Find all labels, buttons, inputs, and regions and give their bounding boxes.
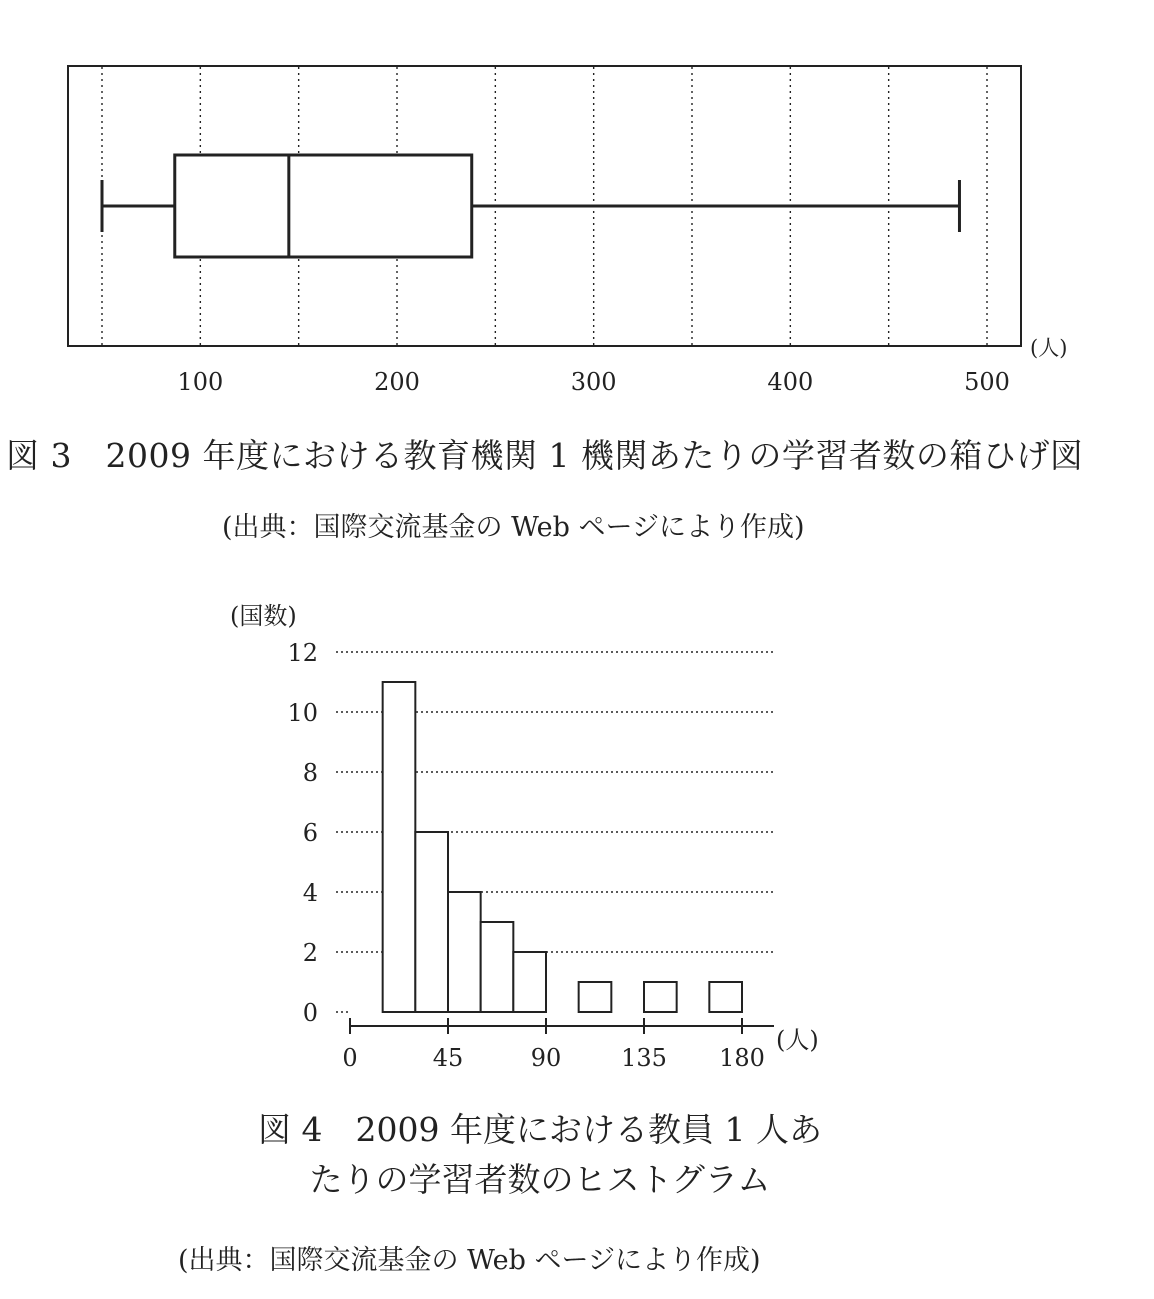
- histogram-bar: [709, 982, 742, 1012]
- boxplot-tick-label: 500: [964, 368, 1010, 396]
- boxplot-tick-label: 300: [570, 368, 617, 396]
- histogram-bar: [579, 982, 612, 1012]
- boxplot-x-unit: (人): [1030, 336, 1068, 360]
- histogram-bar: [644, 982, 677, 1012]
- histogram-y-tick-label: 4: [302, 879, 318, 907]
- histogram-bar: [415, 832, 448, 1012]
- histogram-x-tick-label: 90: [530, 1044, 562, 1072]
- histogram-y-tick-label: 6: [302, 819, 318, 847]
- histogram-y-tick-label: 0: [302, 999, 318, 1027]
- figure4-caption: [220, 1105, 860, 1205]
- histogram-y-label: (国数): [230, 602, 297, 630]
- histogram-x-tick-label: 45: [432, 1044, 464, 1072]
- histogram-x-tick-label: 0: [342, 1044, 358, 1072]
- figure4-caption-line2: たりの学習者数のヒストグラム: [309, 1160, 771, 1199]
- histogram-bar: [513, 952, 546, 1012]
- boxplot-box: [175, 155, 472, 257]
- histogram-bar: [448, 892, 481, 1012]
- histogram-x-unit: (人): [776, 1026, 819, 1054]
- figure4-source: (出典：国際交流基金の Web ページにより作成): [178, 1245, 761, 1276]
- histogram-y-tick-label: 10: [287, 699, 318, 727]
- boxplot-tick-label: 200: [374, 368, 420, 396]
- boxplot-tick-label: 100: [177, 368, 224, 396]
- histogram-y-tick-label: 8: [302, 759, 318, 787]
- figure3-caption: 図 3 2009 年度における教育機関 1 機関あたりの学習者数の箱ひげ図: [6, 436, 1084, 475]
- histogram-x-tick-label: 180: [719, 1044, 765, 1072]
- histogram-x-tick-label: 135: [621, 1044, 667, 1072]
- figure4-caption-line1: 図 4 2009 年度における教員 1 人あ: [258, 1110, 822, 1149]
- figure3-source: (出典：国際交流基金の Web ページにより作成): [222, 512, 805, 543]
- histogram-bar: [481, 922, 514, 1012]
- histogram-y-tick-label: 2: [302, 939, 318, 967]
- boxplot-tick-label: 400: [767, 368, 814, 396]
- histogram-bar: [383, 682, 416, 1012]
- histogram-y-tick-label: 12: [287, 639, 318, 667]
